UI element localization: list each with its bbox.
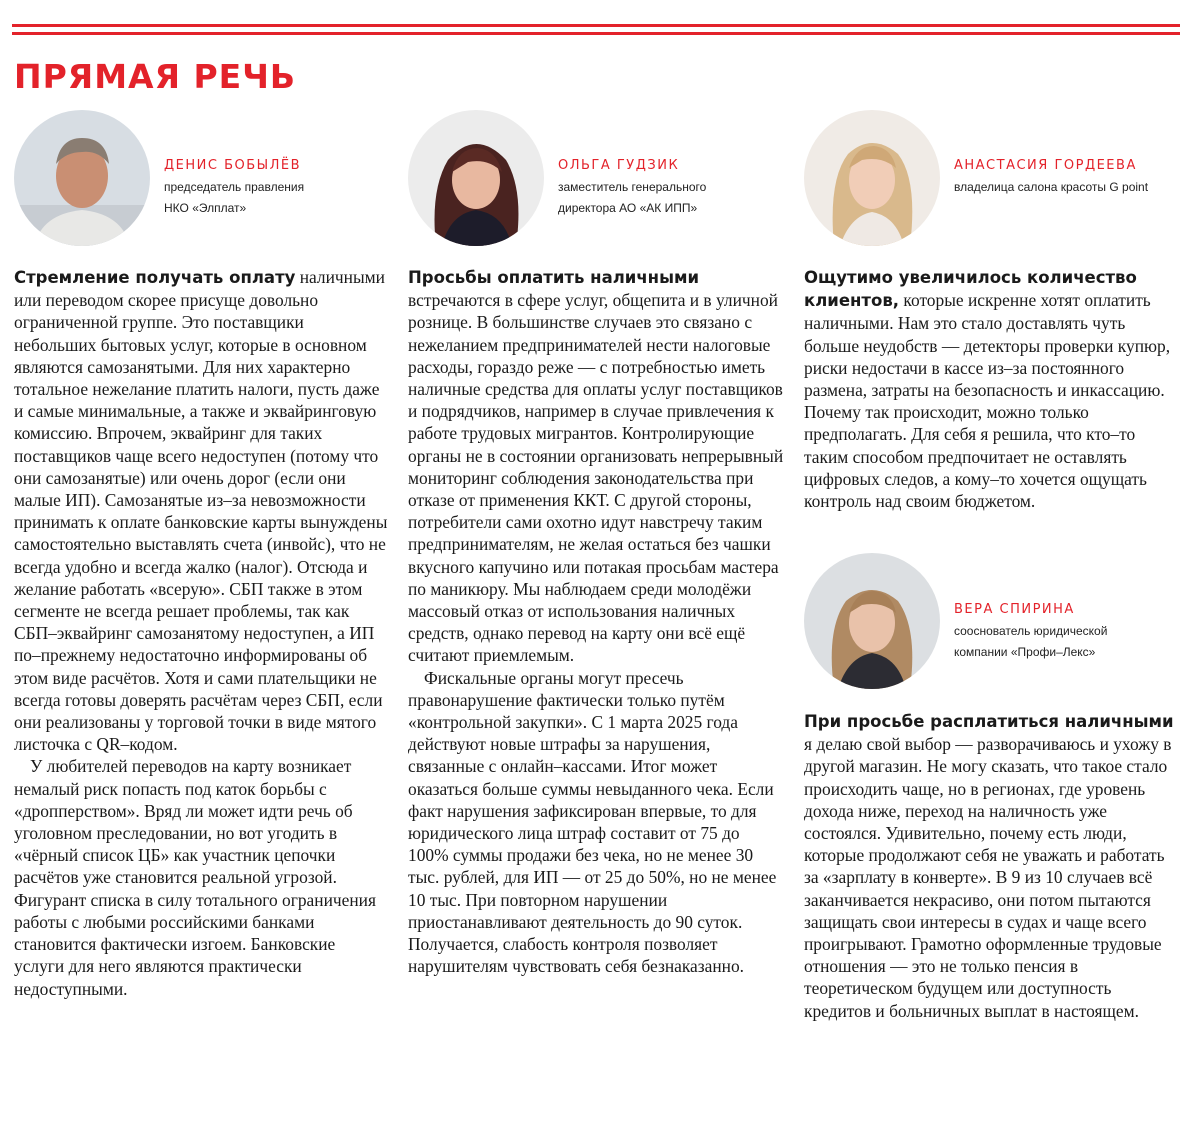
quote-paragraph [804, 710, 1180, 1022]
person-role-line: председатель правления [164, 180, 305, 194]
quote-lead: При просьбе расплатиться наличными [804, 712, 1174, 731]
quote-text: встречаются в сфере услуг, общепита и в уличной рознице. В большинстве случаев это связано с нежеланием предпринимателей нести налоговые расходы, гораздо реже — с потребностью иметь наличные средства для оплаты услуг поставщиков и подрядчиков, например в случае привлечения к работе трудовых мигрантов. Контролирующие органы не в состоянии организовать непрерывный мониторинг соблюдения законодательства при отказе от применения ККТ. С другой стороны, потребители сами охотно идут навстречу таким предпринимателям, не желая остаться без чашки вкусного капучино или потакая просьбам мастера по маникюру. Мы наблюдаем среди молодёжи массовый отказ от использования наличных средств, однако перевод на карту они всё ещё считают приемлемым. [408, 290, 784, 666]
avatar-photo [804, 110, 940, 246]
person-role-line: НКО «Элплат» [164, 201, 247, 215]
person-role-line: сооснователь юридической [954, 624, 1108, 638]
avatar-photo [408, 110, 544, 246]
quote-lead: Ощутимо увеличилось количество клиентов, [804, 268, 1137, 311]
top-rule [12, 24, 1180, 27]
quote-column [804, 266, 1180, 512]
person-role-line: компании «Профи–Лекс» [954, 645, 1096, 659]
quote-paragraph [804, 266, 1180, 512]
person-role [954, 621, 1107, 663]
person-role-line: заместитель генерального [558, 180, 707, 194]
person-role-line: владелица салона красоты G point [954, 180, 1149, 194]
person-role [558, 177, 706, 219]
quote-lead: Стремление получать оплату [14, 268, 296, 287]
person-name: ОЛЬГА ГУДЗИК [558, 158, 680, 173]
avatar-photo [804, 553, 940, 689]
quote-text: я делаю свой выбор — разворачиваюсь и ухожу в другой магазин. Не могу сказать, что такое стало происходить чаще, но в регионах, где уровень дохода ниже, переход на наличность уже состоялся. Удивительно, почему есть люди, которые продолжают себя не уважать и работать за «зарплату в конверте». В 9 из 10 случаев всё заканчивается некрасиво, они потом пытаются защищать свои интересы в судах и чаще всего проигрывают. Грамотно оформленные трудовые отношения — это не только пенсия в теоретическом будущем или доступность кредитов и больничных выплат в настоящем. [804, 734, 1172, 1021]
quote-lead: Просьбы оплатить наличными [408, 268, 700, 287]
person-name: АНАСТАСИЯ ГОРДЕЕВА [954, 158, 1137, 173]
quote-text: наличными или переводом скорее присуще довольно ограниченной группе. Это поставщики небольших бытовых услуг, которые в основном являются самозанятыми. Для них характерно тотальное нежелание платить налоги, пусть даже и самые минимальные, а также и эквайринговую комиссию. Впрочем, эквайринг для таких поставщиков чаще всего недоступен (потому что они самозанятые) или очень дорог (если они малые ИП). Самозанятые из–за невозможности принимать к оплате банковские карты вынуждены самостоятельно выставлять счета (инвойс), что не всегда удобно и всегда жалко (налог). Отсюда и желание работать «всерую». СБП также в этом сегменте не всегда решает проблемы, так как СБП–эквайринг самозанятому недоступен, а ИП по–прежнему недостаточно информированы об этом виде расчётов. Хотя и сами плательщики не всегда готовы доверять расчётам через СБП, если они реализованы у торговой точки в виде мятого листочка с QR–кодом. [14, 267, 388, 755]
person-role-line: директора АО «АК ИПП» [558, 201, 698, 215]
avatar-photo [14, 110, 150, 246]
top-rule [12, 32, 1180, 35]
quote-paragraph: У любителей переводов на карту возникает немалый риск попасть под каток борьбы с «дропперством». Вряд ли может идти речь об уголовном преследовании, но вот угодить в «чёрный список ЦБ» как участник цепочки расчётов уже становится реальной угрозой. Фигурант списка в силу тотального ограничения работы с любыми российскими банками становится фактически изгоем. Банковские услуги для него являются практически недоступными. [14, 756, 376, 999]
person-name: ДЕНИС БОБЫЛЁВ [164, 158, 302, 173]
quote-column [804, 710, 1180, 1022]
quote-text: которые искренне хотят оплатить наличными. Нам это стало доставлять чуть больше неудобств — детекторы проверки купюр, риски недостачи в кассе из–за постоянного размена, затраты на безопасность и инкассацию. Почему так происходит, можно только предполагать. Для себя я решила, что кто–то таким способом предпочитает не оставлять цифровых следов, а кому–то хочется ощущать контроль над своим бюджетом. [804, 290, 1171, 512]
quote-column [408, 266, 784, 978]
section-title: ПРЯМАЯ РЕЧЬ [14, 57, 297, 96]
person-role [954, 177, 1148, 198]
quote-paragraph: Фискальные органы могут пресечь правонарушение фактически только путём «контрольной закупки». С 1 марта 2025 года действуют новые штрафы за нарушения, связанные с онлайн–кассами. Итог может оказаться больше суммы невыданного чека. Если факт нарушения зафиксирован впервые, то для юридического лица штраф составит от 75 до 100% суммы продажи без чека, но не менее 30 тыс. рублей, для ИП — от 25 до 50%, но не менее 10 тыс. При повторном нарушении приостанавливают деятельность до 90 суток. Получается, слабость контроля позволяет нарушителям чувствовать себя безнаказанно. [408, 667, 777, 977]
person-name: ВЕРА СПИРИНА [954, 602, 1075, 617]
quote-paragraph [408, 266, 784, 667]
person-role [164, 177, 304, 219]
quote-paragraph [14, 266, 388, 755]
quote-column [14, 266, 388, 1000]
